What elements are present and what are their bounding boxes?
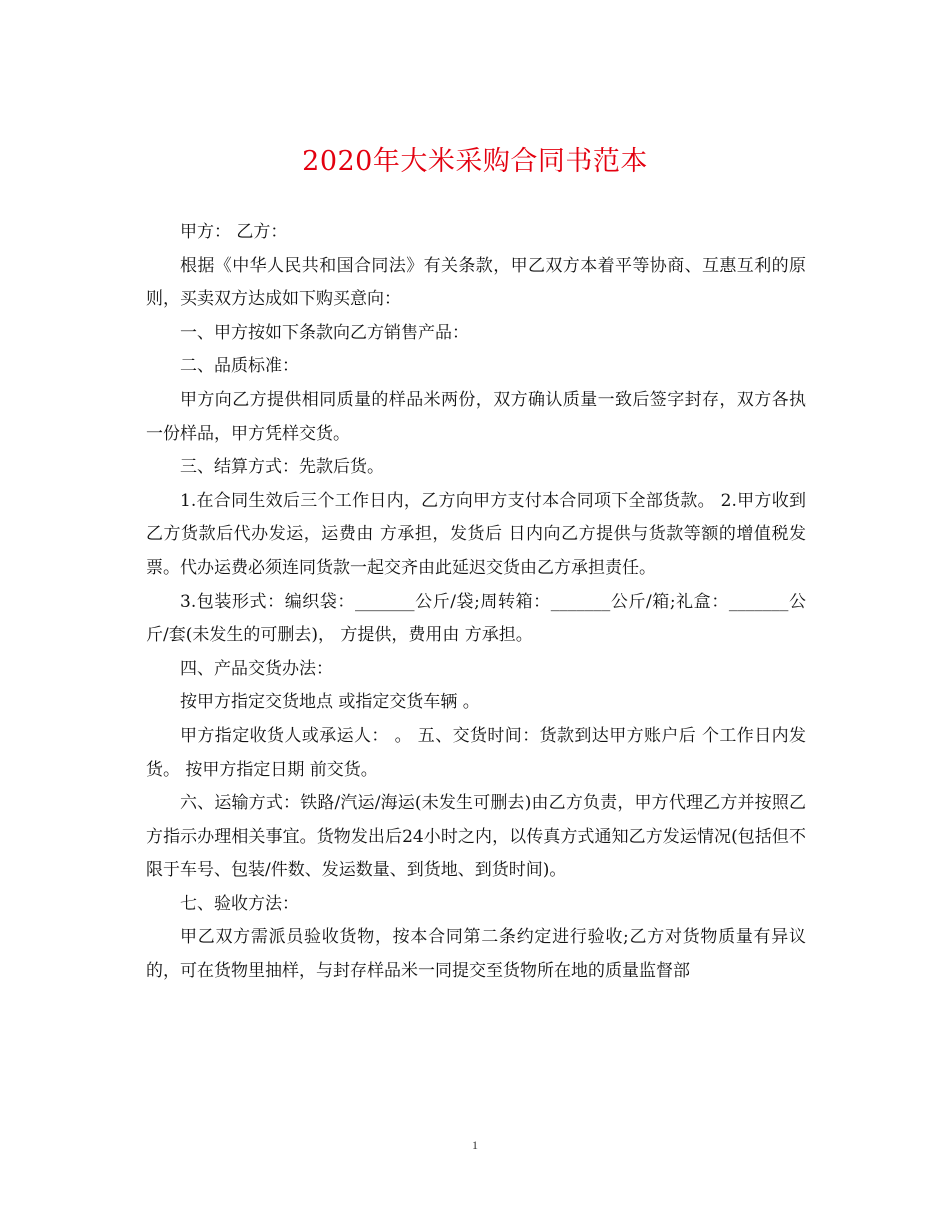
paragraph-consignee-delivery-time: 甲方指定收货人或承运人： 。 五、交货时间：货款到达甲方账户后 个工作日内发货。 按甲方指定日期 前交货。	[146, 725, 806, 780]
page-number: 1	[472, 1138, 478, 1152]
paragraph-preamble: 根据《中华人民共和国合同法》有关条款，甲乙双方本着平等协商、互惠互利的原则，买卖双方达成如下购买意向：	[146, 255, 806, 310]
paragraph-parties: 甲方： 乙方：	[180, 222, 288, 242]
paragraph-section-6-transport: 六、运输方式：铁路/汽运/海运(未发生可删去)由乙方负责，甲方代理乙方并按照乙方指示办理相关事宜。货物发出后24小时之内，以传真方式通知乙方发运情况(包括但不限于车号、包装/件数、发运数量、到货地、到货时间)。	[146, 793, 806, 881]
paragraph-quality-standard: 甲方向乙方提供相同质量的样品米两份，双方确认质量一致后签字封存，双方各执一份样品，甲方凭样交货。	[146, 389, 806, 444]
paragraph-inspection: 甲乙双方需派员验收货物，按本合同第二条约定进行验收;乙方对货物质量有异议的，可在货物里抽样，与封存样品米一同提交至货物所在地的质量监督部	[146, 927, 806, 982]
paragraph-section-4-heading: 四、产品交货办法：	[180, 658, 333, 679]
paragraph-delivery-location: 按甲方指定交货地点 或指定交货车辆 。	[180, 692, 480, 713]
paragraph-section-1: 一、甲方按如下条款向乙方销售产品：	[180, 322, 469, 343]
paragraph-payment-terms: 1.在合同生效后三个工作日内，乙方向甲方支付本合同项下全部货款。 2.甲方收到乙方货款后代办发运，运费由 方承担，发货后 日内向乙方提供与货款等额的增值税发票。代办运费必须连同货款一起交齐由此延迟交货由乙方承担责任。	[146, 490, 806, 578]
paragraph-section-7-heading: 七、验收方法：	[180, 893, 299, 914]
document-title: 2020年大米采购合同书范本	[302, 146, 648, 177]
paragraph-section-3-heading: 三、结算方式：先款后货。	[180, 457, 384, 478]
paragraph-packaging: 3.包装形式：编织袋：_______公斤/袋;周转箱：_______公斤/箱;礼盒：_______公斤/套(未发生的可删去)， 方提供，费用由 方承担。	[146, 591, 806, 646]
paragraph-section-2-heading: 二、品质标准：	[180, 356, 299, 377]
document-body	[146, 216, 806, 989]
